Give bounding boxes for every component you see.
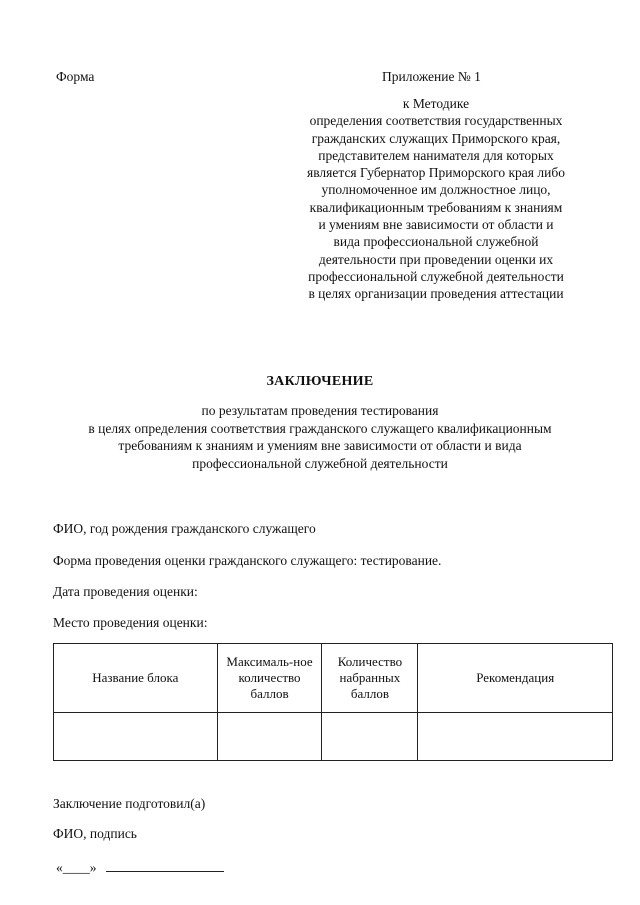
appendix-line: определения соответствия государственных: [309, 113, 563, 129]
cell-scored-points: [322, 713, 418, 761]
cell-max-points: [217, 713, 322, 761]
subtitle-line: требованиям к знаниям и умениям вне зависимости от области и вида: [118, 438, 522, 453]
appendix-line: в целях организации проведения аттестации: [308, 286, 564, 302]
appendix-line: уполномоченное им должностное лицо,: [321, 182, 551, 198]
appendix-line: вида профессиональной служебной: [333, 234, 539, 250]
cell-block-name: [54, 713, 218, 761]
table-header-row: [54, 644, 613, 713]
header-block-name: Название блока: [54, 644, 218, 713]
document-subtitle: [20, 402, 620, 472]
subtitle-line: профессиональной служебной деятельности: [192, 455, 448, 471]
subtitle-line: по результатам проведения тестирования: [201, 403, 439, 418]
appendix-line: квалификационным требованиям к знаниям: [309, 199, 563, 215]
document-title: ЗАКЛЮЧЕНИЕ: [266, 374, 374, 389]
header-recommendation: Рекомендация: [418, 644, 613, 713]
appendix-number: Приложение № 1: [382, 69, 481, 84]
date-template: «____»: [56, 860, 100, 875]
appendix-line: профессиональной служебной деятельности: [308, 268, 564, 284]
header-max-points: Максималь-ное количество баллов: [217, 644, 322, 713]
appendix-reference: [286, 95, 586, 303]
form-label: Форма: [56, 69, 95, 84]
field-assessment-place: Место проведения оценки:: [53, 615, 208, 630]
header-scored-points: Количество набранных баллов: [322, 644, 418, 713]
appendix-line: является Губернатор Приморского края либо: [307, 165, 565, 181]
table-row: [54, 713, 613, 761]
name-signature: ФИО, подпись: [53, 826, 137, 841]
cell-recommendation: [418, 713, 613, 761]
field-assessment-date: Дата проведения оценки:: [53, 584, 198, 599]
field-name-birth: ФИО, год рождения гражданского служащего: [53, 521, 316, 536]
date-blank-line: [106, 857, 224, 872]
appendix-line: и умениям вне зависимости от области и: [318, 217, 554, 233]
prepared-by: Заключение подготовил(а): [53, 796, 206, 811]
appendix-line: деятельности при проведении оценки их: [318, 251, 554, 267]
appendix-line: к Методике: [402, 96, 470, 111]
date-line: [56, 857, 224, 876]
field-assessment-form: Форма проведения оценки гражданского служащего: тестирование.: [53, 553, 442, 568]
appendix-line: гражданских служащих Приморского края,: [311, 130, 561, 146]
subtitle-line: в целях определения соответствия гражданского служащего квалификационным: [88, 420, 552, 436]
evaluation-table: [53, 643, 613, 761]
appendix-line: представителем нанимателя для которых: [318, 147, 554, 163]
